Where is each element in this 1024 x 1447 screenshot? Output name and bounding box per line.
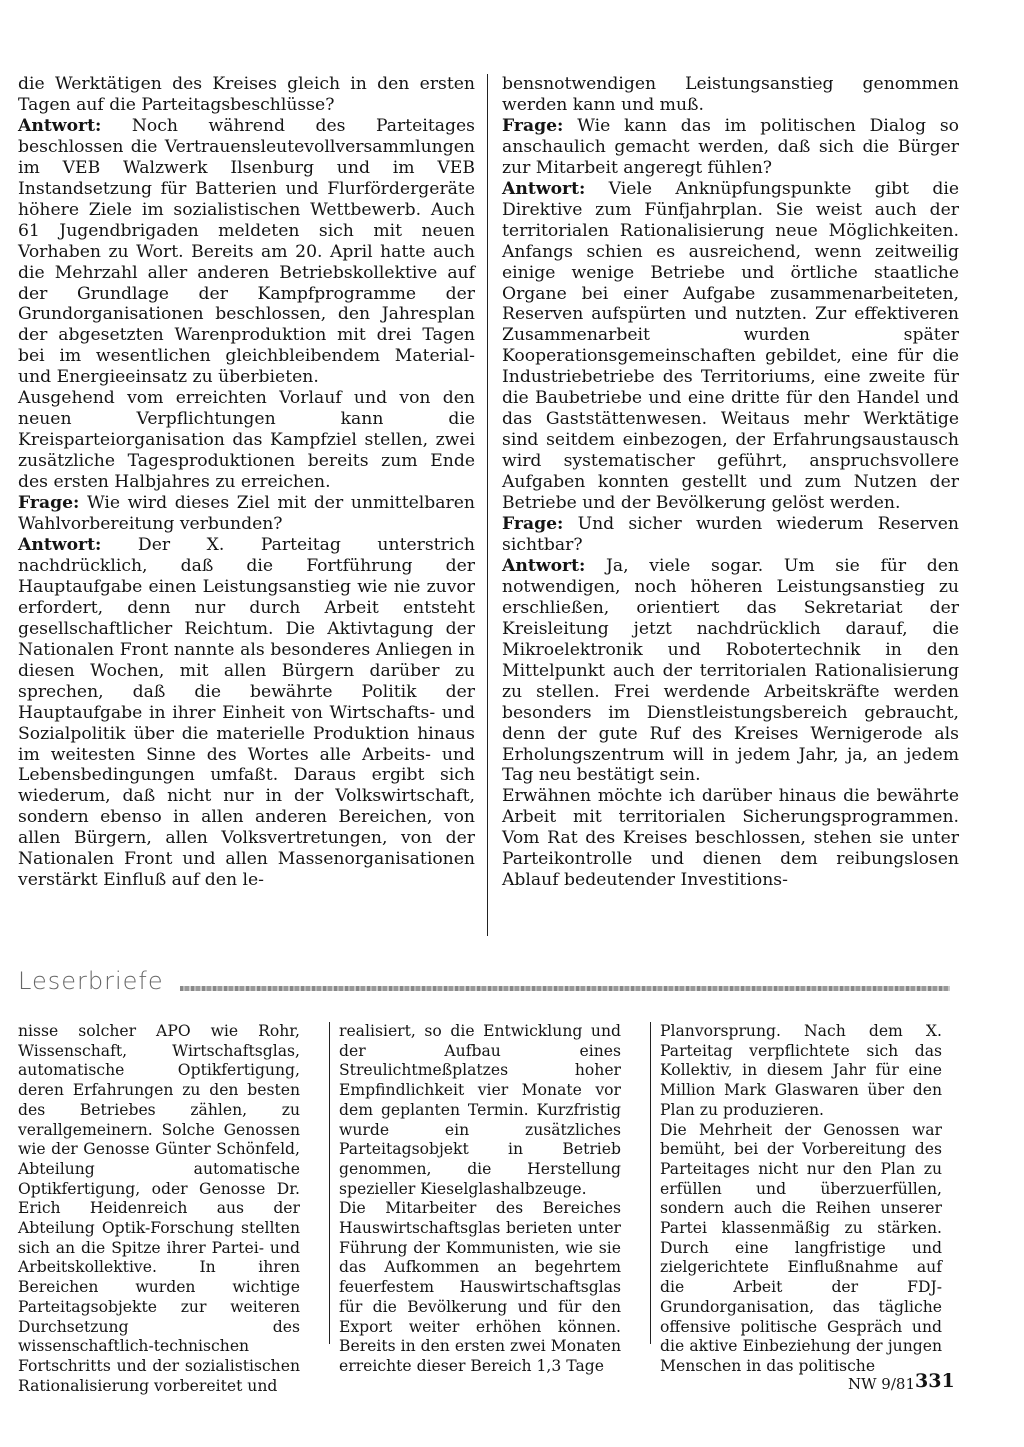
paragraph [502,179,959,514]
paragraph [18,493,475,535]
article-column-left [18,74,475,891]
paragraph-text: Noch während des Parteitages beschlossen die Vertrauensleutevollversammlungen im VEB Walzwerk Ilsenburg und im VEB Instandsetzung für Batterien und Flurfördergeräte höhere Ziele im sozialistischen Wettbewerb. Auch 61 Jugendbrigaden meldeten sich mit neuen Vorhaben zu Wort. Bereits am 20. April hatte auch die Mehrzahl aller anderen Betriebskollektive auf der Grundlage der Kampfprogramme der Grundorganisationen beschlossen, den Jahresplan der abgesetzten Warenproduktion mit drei Tagen bei im wesentlichen gleichbleibendem Material- und Energieeinsatz zu überbieten. [18,115,475,388]
column-divider [650,1022,651,1344]
column-divider [329,1022,330,1344]
section-heading-rule [180,986,950,991]
column-divider [487,74,488,936]
letters-column-1 [18,1022,300,1396]
paragraph [18,535,475,891]
paragraph-text: Wie wird dieses Ziel mit der unmittelbaren Wahlvorbereitung verbunden? [18,493,475,535]
question-label: Frage: [502,514,564,535]
paragraph [18,116,475,388]
paragraph: Ausgehend vom erreichten Vorlauf und von den neuen Verpflichtungen kann die Kreisparteiorganisation das Kampfziel stellen, zwei zusätzliche Tagesproduktionen bereits zum Ende des ersten Halbjahres zu erreichen. [18,388,475,493]
letters-column-3 [660,1022,942,1377]
question-label: Frage: [502,115,564,136]
answer-label: Antwort: [18,115,102,136]
paragraph-text: Wie kann das im politischen Dialog so anschaulich gemacht werden, daß sich die Bürger zur Mitarbeit angeregt fühlen? [502,115,959,178]
paragraph-text: Und sicher wurden wiederum Reserven sichtbar? [502,514,959,555]
answer-label: Antwort: [18,534,102,555]
paragraph: die Werktätigen des Kreises gleich in den ersten Tagen auf die Parteitagsbeschlüsse? [18,74,475,115]
paragraph [502,514,959,556]
paragraph [502,116,959,179]
paragraph-text: Der X. Parteitag unterstrich nachdrücklich, daß die Fortführung der Hauptaufgabe einen Leistungsanstieg wie nie zuvor erfordert, denn nur durch Arbeit entsteht gesellschaftlicher Reichtum. Die Aktivtagung der Nationalen Front nannte als besonderes Anliegen in diesen Wochen, mit allen Bürgern darüber zu sprechen, daß die bewährte Politik der Hauptaufgabe in ihrer Einheit von Wirtschafts- und Sozialpolitik über die materielle Produktion hinaus im weitesten Sinne des Wortes alle Arbeits- und Lebensbedingungen umfaßt. Daraus ergibt sich wiederum, daß nicht nur in der Volkswirtschaft, sondern ebenso in allen anderen Bereichen, von allen Bürgern, allen Volksvertretungen, von der Nationalen Front und allen Massenorganisationen verstärkt Einfluß auf den le- [18,534,475,891]
paragraph [502,556,959,786]
answer-label: Antwort: [502,555,586,576]
paragraph-text: Viele Anknüpfungspunkte gibt die Direktive zum Fünfjahrplan. Sie weist auch der territorialen Rationalisierung neue Möglichkeiten. Anfangs schien es ausreichend, wenn zeitweilig einige wenige Betriebe und örtliche staatliche Organe bei einer Aufgabe zusammenarbeiteten, Reserven aufspürten und nutzten. Zur effektiveren Zusammenarbeit wurden später Kooperationsgemeinschaften gebildet, eine für die Industriebetriebe des Territoriums, eine zweite für die Baubetriebe und eine dritte für den Handel und das Gaststättenwesen. Weitaus mehr Werktätige sind seitdem einbezogen, der Erfahrungsaustausch wird systematischer geführt, anspruchsvollere Aufgaben konnten gestellt und zum Nutzen der Betriebe und der Bevölkerung gelöst werden. [502,178,959,514]
answer-label: Antwort: [502,178,586,199]
article-column-right [502,74,959,891]
paragraph: Die Mitarbeiter des Bereiches Hauswirtschaftsglas berieten unter Führung der Kommunisten, wie sie das Aufkommen an begehrtem feuerfestem Hauswirtschaftsglas für die Bevölkerung und für den Export weiter erhöhen können. Bereits in den ersten zwei Monaten erreichte dieser Bereich 1,3 Tage [339,1199,621,1375]
paragraph: nisse solcher APO wie Rohr, Wissenschaft, Wirtschaftsglas, automatische Optikfertigung, deren Erfahrungen zu den besten des Betriebes zählen, zu verallgemeinern. Solche Genossen wie der Genosse Günter Schönfeld, Abteilung automatische Optikfertigung, oder Genosse Dr. Erich Heidenreich aus der Abteilung Optik-Forschung stellten sich an die Spitze ihrer Partei- und Arbeitskollektive. In ihren Bereichen wurden wichtige Parteitagsobjekte zur weiteren Durchsetzung des wissenschaftlich-technischen Fortschritts und der sozialistischen Rationalisierung vorbereitet und [18,1022,300,1395]
paragraph: bensnotwendigen Leistungsanstieg genommen werden kann und muß. [502,74,959,115]
letters-column-2 [339,1022,621,1377]
paragraph: Erwähnen möchte ich darüber hinaus die bewährte Arbeit mit territorialen Sicherungsprogrammen. Vom Rat des Kreises beschlossen, stehen sie unter Parteikontrolle und dienen dem reibungslosen Ablauf bedeutender Investitions- [502,786,959,891]
issue-label: NW 9/81 [848,1375,915,1393]
paragraph: Planvorsprung. Nach dem X. Parteitag verpflichtete sich das Kollektiv, in diesem Jahr für eine Million Mark Glaswaren über den Plan zu produzieren. [660,1022,942,1119]
page-number: 331 [915,1370,955,1392]
paragraph: Die Mehrheit der Genossen war bemüht, bei der Vorbereitung des Parteitages nicht nur den Plan zu erfüllen und überzuerfüllen, sondern auch die Reihen unserer Partei klassenmäßig zu stärken. Durch eine langfristige und zielgerichtete Einflußnahme auf die Arbeit der FDJ-Grundorganisation, das tägliche offensive politische Gespräch und die aktive Einbeziehung der jungen Menschen in das politische [660,1120,942,1375]
paragraph: realisiert, so die Entwicklung und der Aufbau eines Streulichtmeßplatzes hoher Empfindlichkeit vier Monate vor dem geplanten Termin. Kurzfristig wurde ein zusätzliches Parteitagsobjekt in Betrieb genommen, die Herstellung spezieller Kieselglashalbzeuge. [339,1022,621,1198]
paragraph-text: Ja, viele sogar. Um sie für den notwendigen, noch höheren Leistungsanstieg zu erschließen, orientiert das Sekretariat der Kreisleitung jetzt nachdrücklich darauf, die Mikroelektronik und Robotertechnik in den Mittelpunkt auch der territorialen Rationalisierung zu stellen. Frei werdende Arbeitskräfte werden besonders im Dienstleistungsbereich gebraucht, denn der gute Ruf des Kreises Wernigerode als Erholungszentrum will in jedem Jahr, ja, an jedem Tag neu bestätigt sein. [502,555,959,786]
section-heading: Leserbriefe [18,967,164,995]
question-label: Frage: [18,493,80,514]
